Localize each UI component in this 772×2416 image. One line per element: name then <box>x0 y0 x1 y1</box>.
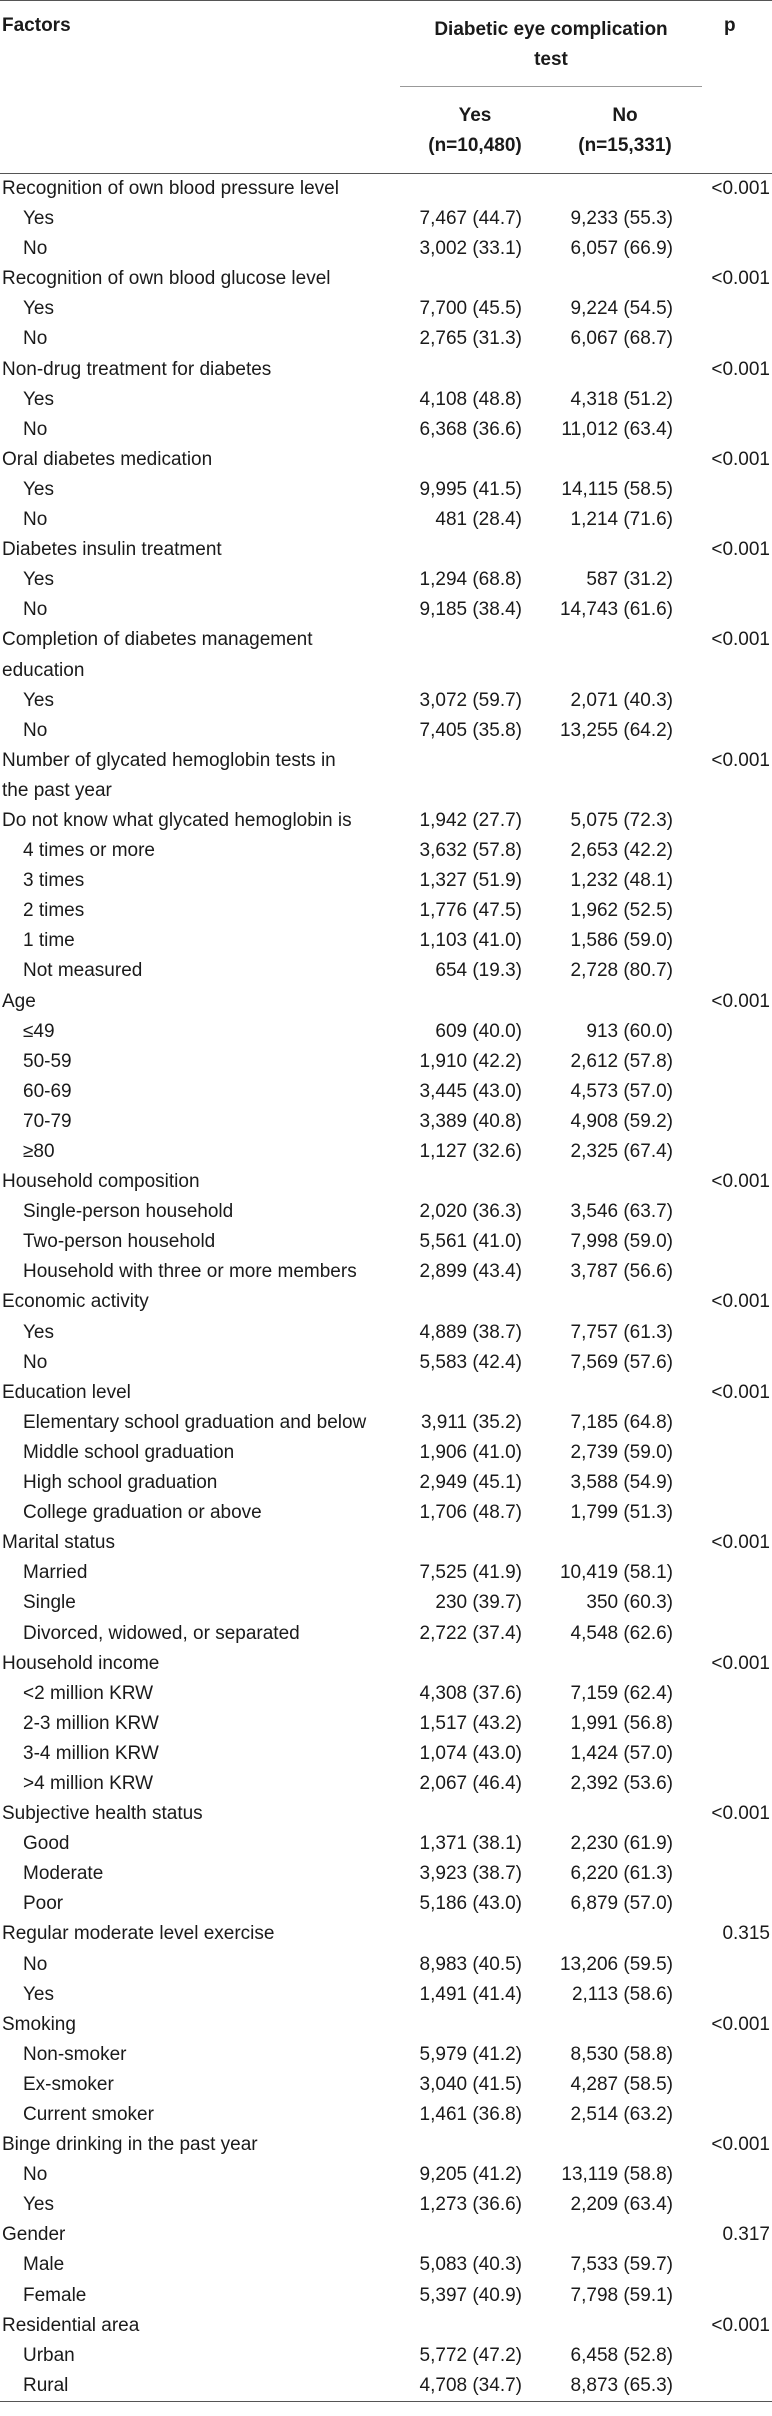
cell-no: 9,233 (55.3) <box>570 208 673 230</box>
row-label: Yes <box>23 388 54 410</box>
cell-yes: 1,103 (41.0) <box>419 930 522 952</box>
row-label: Good <box>23 1833 70 1855</box>
cell-yes: 1,942 (27.7) <box>419 809 522 831</box>
row-label: No <box>23 509 48 531</box>
cell-yes: 9,185 (38.4) <box>419 599 522 621</box>
row-label: Two-person household <box>23 1231 216 1253</box>
row-label: Recognition of own blood glucose level <box>2 268 331 290</box>
row-label: Male <box>23 2254 65 2276</box>
row-label: Age <box>2 990 36 1012</box>
cell-yes: 1,127 (32.6) <box>419 1141 522 1162</box>
cell-no: 2,653 (42.2) <box>570 840 673 862</box>
cell-no: 7,185 (64.8) <box>570 1411 673 1433</box>
cell-yes: 6,368 (36.6) <box>419 418 522 440</box>
table-row <box>0 1679 772 1709</box>
table-row <box>0 1799 772 1829</box>
row-label: Urban <box>23 2344 75 2366</box>
cell-no: 6,879 (57.0) <box>570 1893 673 1915</box>
row-label: Not measured <box>23 960 143 982</box>
table-row <box>0 385 772 415</box>
row-label: the past year <box>2 779 112 801</box>
cell-no: 14,743 (61.6) <box>559 599 673 621</box>
row-label: Non-smoker <box>23 2043 127 2065</box>
cell-no: 2,071 (40.3) <box>570 689 673 711</box>
cell-yes: 7,525 (41.9) <box>419 1562 522 1584</box>
cell-yes: 1,294 (68.8) <box>419 569 522 591</box>
table-body <box>0 174 772 2401</box>
table-row <box>0 475 772 505</box>
header-no-n: (n=15,331) <box>578 135 672 156</box>
table-row <box>0 1649 772 1679</box>
cell-p: <0.001 <box>711 629 770 651</box>
cell-yes: 3,632 (57.8) <box>419 840 522 862</box>
cell-p: <0.001 <box>711 2134 770 2156</box>
header-group-divider <box>400 86 702 87</box>
table-row <box>0 836 772 866</box>
cell-yes: 4,708 (34.7) <box>419 2374 522 2396</box>
cell-yes: 1,371 (38.1) <box>419 1833 522 1855</box>
table-row <box>0 565 772 595</box>
cell-no: 350 (60.3) <box>586 1592 673 1614</box>
cell-no: 4,287 (58.5) <box>570 2073 673 2095</box>
cell-no: 4,548 (62.6) <box>570 1622 673 1644</box>
table-row <box>0 1859 772 1889</box>
cell-yes: 5,186 (43.0) <box>419 1893 522 1915</box>
row-label: 1 time <box>23 930 75 952</box>
table-row <box>0 174 772 204</box>
cell-p: <0.001 <box>711 1381 770 1403</box>
cell-p: <0.001 <box>711 1532 770 1554</box>
row-label: Yes <box>23 2194 54 2216</box>
cell-p: <0.001 <box>711 1171 770 1193</box>
table-row <box>0 2010 772 2040</box>
cell-no: 7,569 (57.6) <box>570 1351 673 1373</box>
table-row <box>0 656 772 686</box>
cell-no: 13,255 (64.2) <box>559 719 673 741</box>
table-row <box>0 535 772 565</box>
row-label: High school graduation <box>23 1472 218 1494</box>
cell-yes: 1,074 (43.0) <box>419 1742 522 1764</box>
cell-no: 4,573 (57.0) <box>570 1080 673 1102</box>
table-row <box>0 595 772 625</box>
cell-p: <0.001 <box>711 1803 770 1825</box>
row-label: Marital status <box>2 1532 115 1554</box>
row-label: No <box>23 599 48 621</box>
cell-yes: 7,405 (35.8) <box>419 719 522 741</box>
cell-no: 1,799 (51.3) <box>570 1502 673 1524</box>
table-row <box>0 294 772 324</box>
table-row <box>0 776 772 806</box>
cell-no: 2,113 (58.6) <box>571 1983 673 2005</box>
row-label: Residential area <box>2 2314 140 2336</box>
table-row <box>0 806 772 836</box>
cell-yes: 1,491 (41.4) <box>419 1983 522 2005</box>
table-row <box>0 1498 772 1528</box>
cell-no: 4,908 (59.2) <box>570 1110 673 1132</box>
table-row <box>0 2341 772 2371</box>
cell-yes: 2,722 (37.4) <box>419 1622 522 1644</box>
cell-yes: 9,205 (41.2) <box>419 2164 522 2186</box>
cell-no: 7,159 (62.4) <box>570 1682 673 1704</box>
cell-yes: 5,083 (40.3) <box>419 2254 522 2276</box>
header-group-line2: test <box>534 49 568 70</box>
table-row <box>0 1257 772 1287</box>
cell-no: 1,232 (48.1) <box>570 870 673 892</box>
cell-no: 6,067 (68.7) <box>570 328 673 350</box>
row-label: Diabetes insulin treatment <box>2 539 222 561</box>
cell-p: 0.315 <box>722 1923 770 1945</box>
table-row <box>0 204 772 234</box>
cell-no: 6,057 (66.9) <box>570 238 673 260</box>
header-col-no <box>550 101 700 161</box>
row-label: Oral diabetes medication <box>2 448 213 470</box>
table-row <box>0 625 772 655</box>
table-row <box>0 1829 772 1859</box>
table-row <box>0 1889 772 1919</box>
table-row <box>0 1588 772 1618</box>
table-row <box>0 264 772 294</box>
cell-yes: 2,899 (43.4) <box>419 1261 522 1283</box>
cell-p: <0.001 <box>711 1652 770 1674</box>
row-label: College graduation or above <box>23 1502 262 1524</box>
header-no-label: No <box>612 105 638 126</box>
table-row <box>0 746 772 776</box>
cell-yes: 3,923 (38.7) <box>419 1863 522 1885</box>
table-row <box>0 1769 772 1799</box>
row-label: Economic activity <box>2 1291 149 1313</box>
table-row <box>0 1619 772 1649</box>
cell-yes: 8,983 (40.5) <box>419 1953 522 1975</box>
table-row <box>0 2040 772 2070</box>
cell-no: 7,757 (61.3) <box>570 1321 673 1343</box>
cell-no: 2,728 (80.7) <box>570 960 673 982</box>
table-row <box>0 2250 772 2280</box>
row-label: Yes <box>23 1321 54 1343</box>
cell-no: 3,588 (54.9) <box>570 1472 673 1494</box>
cell-p: <0.001 <box>711 358 770 380</box>
cell-no: 2,230 (61.9) <box>570 1833 673 1855</box>
cell-no: 13,206 (59.5) <box>559 1953 673 1975</box>
cell-no: 2,392 (53.6) <box>570 1772 673 1794</box>
cell-yes: 5,583 (42.4) <box>419 1351 522 1373</box>
cell-no: 6,220 (61.3) <box>570 1863 673 1885</box>
table-row <box>0 1438 772 1468</box>
table-row <box>0 1468 772 1498</box>
cell-yes: 4,108 (48.8) <box>419 388 522 410</box>
cell-no: 2,325 (67.4) <box>570 1141 673 1162</box>
table-row <box>0 234 772 264</box>
cell-yes: 2,067 (46.4) <box>419 1772 522 1794</box>
cell-p: <0.001 <box>711 2013 770 2035</box>
table-row <box>0 716 772 746</box>
cell-no: 14,115 (58.5) <box>561 478 673 500</box>
row-label: Middle school graduation <box>23 1441 235 1463</box>
cell-no: 8,530 (58.8) <box>570 2043 673 2065</box>
row-label: Number of glycated hemoglobin tests in <box>2 749 336 771</box>
row-label: Moderate <box>23 1863 104 1885</box>
cell-no: 2,514 (63.2) <box>570 2104 673 2125</box>
table-row <box>0 2130 772 2160</box>
cell-p: <0.001 <box>711 749 770 771</box>
cell-no: 5,075 (72.3) <box>570 809 673 831</box>
table-row <box>0 1528 772 1558</box>
table-row <box>0 1739 772 1769</box>
table-row <box>0 2100 772 2130</box>
cell-no: 1,214 (71.6) <box>570 509 673 531</box>
row-label: No <box>23 238 48 260</box>
row-label: Married <box>23 1562 88 1584</box>
cell-no: 1,424 (57.0) <box>570 1742 673 1764</box>
table-row <box>0 1197 772 1227</box>
row-label: No <box>23 1351 48 1373</box>
row-label: Gender <box>2 2224 66 2246</box>
cell-no: 9,224 (54.5) <box>570 298 673 320</box>
row-label: Non-drug treatment for diabetes <box>2 358 272 380</box>
row-label: Education level <box>2 1381 131 1403</box>
table-row <box>0 1558 772 1588</box>
cell-yes: 1,517 (43.2) <box>419 1712 522 1734</box>
cell-yes: 5,772 (47.2) <box>419 2344 522 2366</box>
cell-no: 2,209 (63.4) <box>570 2194 673 2216</box>
table-row <box>0 415 772 445</box>
row-label: Completion of diabetes management <box>2 629 313 651</box>
table-row <box>0 1287 772 1317</box>
row-label: 4 times or more <box>23 840 155 862</box>
row-label: <2 million KRW <box>23 1682 154 1704</box>
cell-no: 3,787 (56.6) <box>570 1261 673 1283</box>
table-row <box>0 1348 772 1378</box>
cell-yes: 1,910 (42.2) <box>419 1050 522 1072</box>
table-row <box>0 926 772 956</box>
cell-yes: 3,072 (59.7) <box>419 689 522 711</box>
cell-no: 10,419 (58.1) <box>559 1562 673 1584</box>
row-label: No <box>23 418 48 440</box>
row-label: Poor <box>23 1893 64 1915</box>
cell-yes: 1,327 (51.9) <box>419 870 522 892</box>
row-label: 50-59 <box>23 1050 72 1072</box>
cell-yes: 3,389 (40.8) <box>419 1110 522 1132</box>
table-row <box>0 1709 772 1739</box>
cell-no: 913 (60.0) <box>586 1020 673 1042</box>
cell-p: <0.001 <box>711 178 770 199</box>
cell-yes: 5,979 (41.2) <box>419 2043 522 2065</box>
row-label: No <box>23 328 48 350</box>
table-row <box>0 1227 772 1257</box>
cell-no: 13,119 (58.8) <box>561 2164 673 2186</box>
cell-yes: 9,995 (41.5) <box>419 478 522 500</box>
row-label: Household with three or more members <box>23 1261 357 1283</box>
row-label: Binge drinking in the past year <box>2 2134 258 2156</box>
table-row <box>0 956 772 986</box>
row-label: Elementary school graduation and below <box>23 1411 367 1433</box>
cell-no: 1,586 (59.0) <box>570 930 673 952</box>
cell-no: 8,873 (65.3) <box>570 2374 673 2396</box>
row-label: 2-3 million KRW <box>23 1712 159 1734</box>
header-yes-label: Yes <box>458 105 492 126</box>
table-row <box>0 1107 772 1137</box>
cell-yes: 2,765 (31.3) <box>419 328 522 350</box>
row-label: ≤49 <box>23 1020 55 1042</box>
cell-yes: 2,949 (45.1) <box>419 1472 522 1494</box>
row-label: 3 times <box>23 870 85 892</box>
cell-yes: 1,776 (47.5) <box>419 900 522 922</box>
cell-no: 3,546 (63.7) <box>570 1201 673 1223</box>
table-row <box>0 686 772 716</box>
row-label: Recognition of own blood pressure level <box>2 178 339 199</box>
row-label: Yes <box>23 208 54 230</box>
table-row <box>0 2311 772 2341</box>
row-label: Do not know what glycated hemoglobin is <box>2 809 352 831</box>
table-row <box>0 1408 772 1438</box>
row-label: Regular moderate level exercise <box>2 1923 275 1945</box>
cell-yes: 609 (40.0) <box>435 1020 522 1042</box>
cell-yes: 4,308 (37.6) <box>419 1682 522 1704</box>
header-p: p <box>724 15 736 36</box>
table-row <box>0 505 772 535</box>
row-label: Smoking <box>2 2013 76 2035</box>
cell-no: 7,798 (59.1) <box>570 2284 673 2306</box>
cell-no: 1,991 (56.8) <box>570 1712 673 1734</box>
table-row <box>0 1017 772 1047</box>
row-label: No <box>23 719 48 741</box>
table-row <box>0 2371 772 2401</box>
cell-no: 2,739 (59.0) <box>570 1441 673 1463</box>
cell-no: 7,998 (59.0) <box>570 1231 673 1253</box>
cell-p: 0.317 <box>722 2224 770 2246</box>
row-label: No <box>23 2164 48 2186</box>
cell-yes: 3,445 (43.0) <box>419 1080 522 1102</box>
cell-yes: 3,002 (33.1) <box>419 238 522 260</box>
row-label: Yes <box>23 478 54 500</box>
table-row <box>0 2281 772 2311</box>
table-row <box>0 1980 772 2010</box>
cell-no: 1,962 (52.5) <box>570 900 673 922</box>
row-label: education <box>2 659 85 681</box>
cell-no: 587 (31.2) <box>586 569 673 591</box>
cell-yes: 1,273 (36.6) <box>419 2194 522 2216</box>
cell-no: 2,612 (57.8) <box>570 1050 673 1072</box>
row-label: 2 times <box>23 900 85 922</box>
table-row <box>0 2070 772 2100</box>
row-label: ≥80 <box>23 1141 55 1162</box>
cell-no: 4,318 (51.2) <box>570 388 673 410</box>
cell-yes: 4,889 (38.7) <box>419 1321 522 1343</box>
table-row <box>0 355 772 385</box>
row-label: Yes <box>23 1983 54 2005</box>
cell-p: <0.001 <box>711 448 770 470</box>
row-label: 70-79 <box>23 1110 72 1132</box>
cell-yes: 5,561 (41.0) <box>419 1231 522 1253</box>
row-label: Subjective health status <box>2 1803 203 1825</box>
table-row <box>0 1318 772 1348</box>
cell-yes: 1,906 (41.0) <box>419 1441 522 1463</box>
cell-yes: 2,020 (36.3) <box>419 1201 522 1223</box>
row-label: 60-69 <box>23 1080 72 1102</box>
cell-no: 6,458 (52.8) <box>570 2344 673 2366</box>
cell-yes: 3,040 (41.5) <box>419 2073 522 2095</box>
row-label: >4 million KRW <box>23 1772 154 1794</box>
row-label: Yes <box>23 689 54 711</box>
table-row <box>0 2220 772 2250</box>
cell-yes: 481 (28.4) <box>435 509 522 531</box>
table-row <box>0 1167 772 1197</box>
cell-yes: 1,461 (36.8) <box>419 2104 522 2125</box>
row-label: Rural <box>23 2374 69 2396</box>
row-label: Female <box>23 2284 87 2306</box>
table-row <box>0 896 772 926</box>
table-row <box>0 1077 772 1107</box>
table-row <box>0 2160 772 2190</box>
header-yes-n: (n=10,480) <box>428 135 522 156</box>
cell-yes: 654 (19.3) <box>435 960 522 982</box>
table-row <box>0 866 772 896</box>
row-label: Yes <box>23 298 54 320</box>
cell-no: 11,012 (63.4) <box>561 418 673 440</box>
row-label: No <box>23 1953 48 1975</box>
cell-yes: 7,467 (44.7) <box>419 208 522 230</box>
cell-p: <0.001 <box>711 539 770 561</box>
row-label: Single <box>23 1592 76 1614</box>
table-bottom-rule <box>0 2401 772 2402</box>
cell-p: <0.001 <box>711 1291 770 1313</box>
table-header <box>0 0 772 174</box>
row-label: Household composition <box>2 1171 200 1193</box>
header-col-yes <box>400 101 550 161</box>
row-label: Ex-smoker <box>23 2073 114 2095</box>
cell-p: <0.001 <box>711 268 770 290</box>
table-row <box>0 1047 772 1077</box>
header-group-title <box>400 15 702 75</box>
table-row <box>0 1950 772 1980</box>
row-label: Single-person household <box>23 1201 234 1223</box>
cell-yes: 3,911 (35.2) <box>420 1411 522 1433</box>
cell-p: <0.001 <box>711 2314 770 2336</box>
table-row <box>0 1137 772 1167</box>
table-row <box>0 1378 772 1408</box>
header-group-line1: Diabetic eye complication <box>434 19 668 40</box>
cell-yes: 5,397 (40.9) <box>419 2284 522 2306</box>
row-label: Yes <box>23 569 54 591</box>
table-row <box>0 987 772 1017</box>
table-row <box>0 324 772 354</box>
table-row <box>0 2190 772 2220</box>
table-row <box>0 445 772 475</box>
row-label: Household income <box>2 1652 160 1674</box>
row-label: Divorced, widowed, or separated <box>23 1622 300 1644</box>
cell-yes: 1,706 (48.7) <box>419 1502 522 1524</box>
header-factors: Factors <box>2 15 71 36</box>
row-label: 3-4 million KRW <box>23 1742 159 1764</box>
cell-no: 7,533 (59.7) <box>570 2254 673 2276</box>
table-row <box>0 1919 772 1949</box>
row-label: Current smoker <box>23 2104 154 2125</box>
cell-yes: 230 (39.7) <box>435 1592 522 1614</box>
cell-p: <0.001 <box>711 990 770 1012</box>
cell-yes: 7,700 (45.5) <box>419 298 522 320</box>
